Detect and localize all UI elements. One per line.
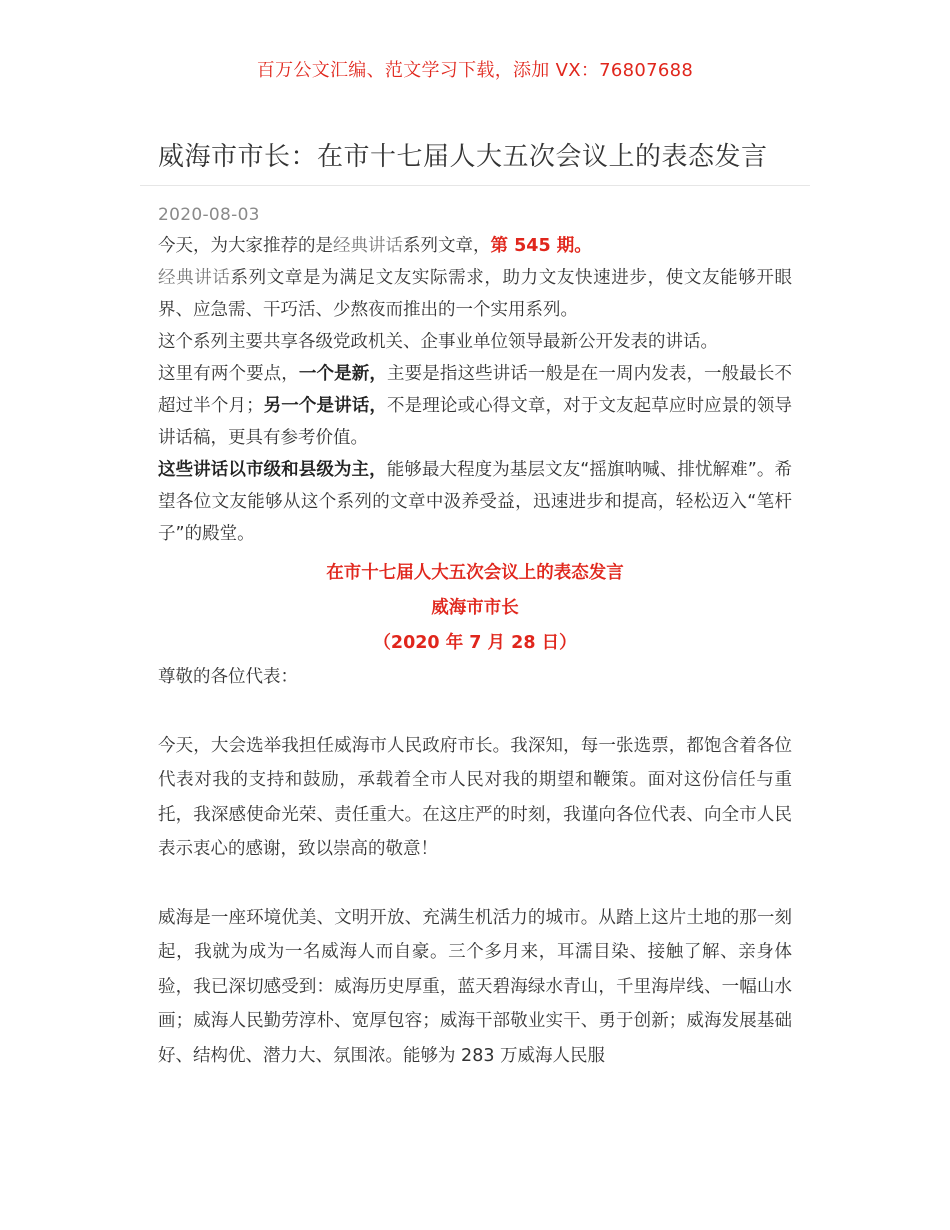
intro-paragraph-1: [158, 230, 792, 262]
intro-p5-text: 能够最大程度为基层文友“摇旗呐喊、排忧解难”。希望各位文友能够从这个系列的文章中汲养受益，迅速进步和提高，轻松迈入“笔杆子”的殿堂。: [158, 460, 792, 544]
intro-p4-point-2: 另一个是讲话，: [263, 396, 387, 416]
intro-p4-e: 不是理论或心得文章，对于文友起草应时应景的领导讲话稿，更具有参考价值。: [158, 396, 793, 448]
issue-number: 第 545 期。: [490, 236, 592, 256]
publish-date: 2020-08-03: [158, 205, 260, 225]
speech-paragraph: 今天，大会选举我担任威海市人民政府市长。我深知，每一张选票，都饱含着各位代表对我的支持和鼓励，承载着全市人民对我的期望和鞭策。面对这份信任与重托，我深感使命光荣、责任重大。在这庄严的时刻，我谨向各位代表、向全市人民表示衷心的感谢，致以崇高的敬意！: [158, 735, 792, 859]
speech-speaker: 威海市市长: [431, 598, 519, 618]
intro-paragraph-4: [158, 358, 792, 454]
series-name-repeat: 经典讲话: [158, 268, 231, 288]
intro-p1-prefix: 今天，为大家推荐的是: [158, 236, 333, 256]
intro-p4-point-1: 一个是新，: [298, 364, 387, 384]
intro-paragraph-3: 这个系列主要共享各级党政机关、企事业单位领导最新公开发表的讲话。: [158, 332, 718, 352]
intro-p5-emphasis: 这些讲话以市级和县级为主，: [158, 460, 387, 480]
speech-date: （2020 年 7 月 28 日）: [373, 633, 577, 653]
paragraph-gap: [158, 867, 792, 901]
article-title: 威海市市长：在市十七届人大五次会议上的表态发言: [158, 142, 768, 172]
intro-p4-a: 这里有两个要点，: [158, 364, 299, 384]
speech-salutation: 尊敬的各位代表：: [158, 667, 298, 687]
series-name: 经典讲话: [333, 236, 403, 256]
intro-p1-middle: 系列文章，: [403, 236, 491, 256]
speech-title: 在市十七届人大五次会议上的表态发言: [326, 563, 624, 583]
intro-paragraph-2: [158, 262, 792, 326]
intro-paragraph-5: [158, 454, 792, 550]
title-divider: [140, 185, 810, 186]
promo-banner: 百万公文汇编、范文学习下载，添加 VX：76807688: [256, 60, 694, 81]
speech-paragraph: 威海是一座环境优美、文明开放、充满生机活力的城市。从踏上这片土地的那一刻起，我就为成为一名威海人而自豪。三个多月来，耳濡目染、接触了解、亲身体验，我已深切感受到：威海历史厚重，蓝天碧海绿水青山，千里海岸线、一幅山水画；威海人民勤劳淳朴、宽厚包容；威海干部敬业实干、勇于创新；威海发展基础好、结构优、潜力大、氛围浓。能够为 283 万威海人民服: [158, 907, 792, 1066]
intro-p4-c: 主要是指这些讲话一般是在一周内发表，一般最长不超过半个月；: [158, 364, 793, 416]
intro-p2-text: 系列文章是为满足文友实际需求，助力文友快速进步，使文友能够开眼界、应急需、干巧活、少熬夜而推出的一个实用系列。: [158, 268, 792, 320]
paragraph-gap: [158, 695, 792, 729]
article-body: [158, 200, 792, 1073]
